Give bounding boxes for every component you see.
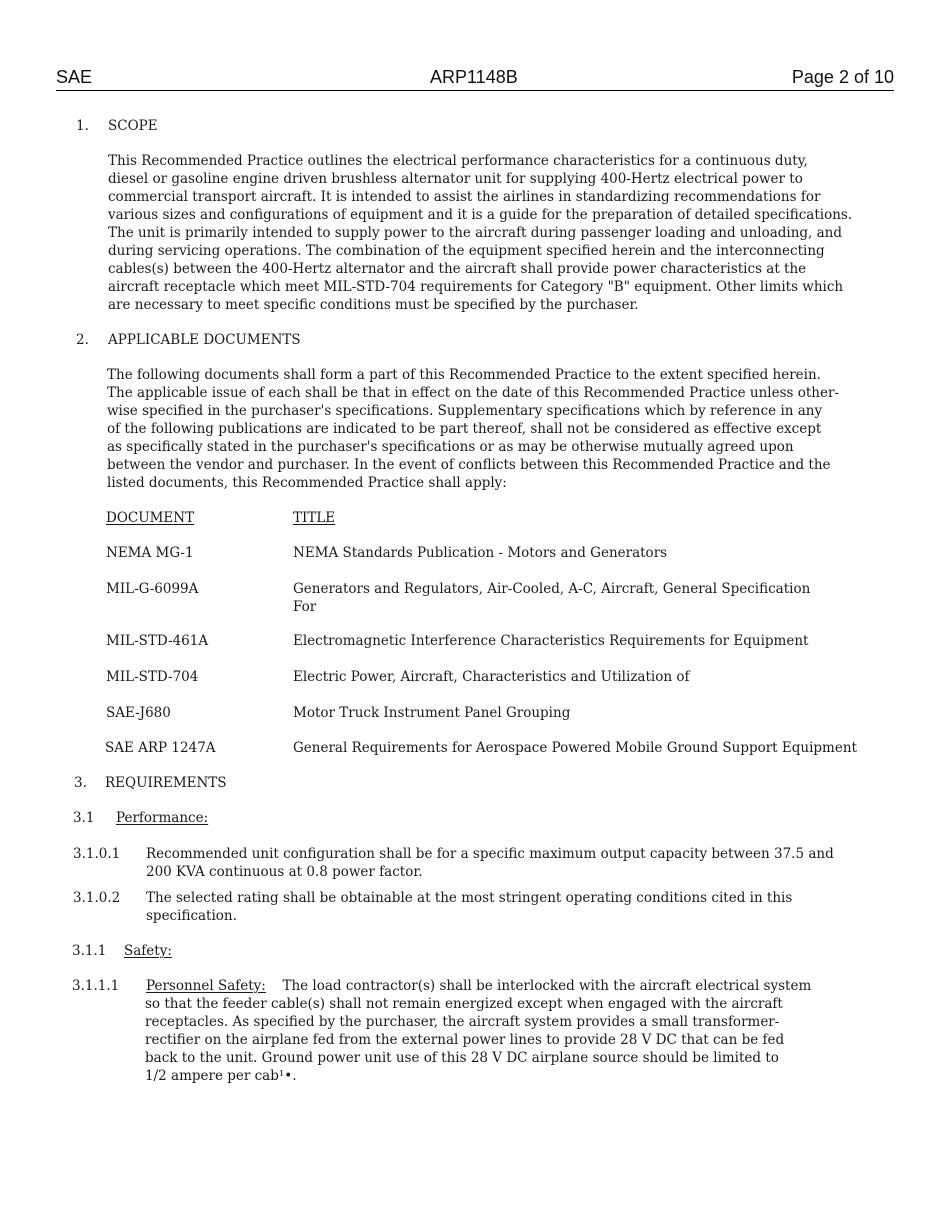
paragraph-line: back to the unit. Ground power unit use of this 28 V DC airplane source should be limited to (145, 1050, 779, 1066)
section-3-1-number: 3.1 (73, 810, 95, 826)
section-2-number: 2. (76, 332, 89, 348)
section-3-number: 3. (74, 775, 87, 791)
table-cell-document: SAE ARP 1247A (105, 740, 216, 756)
table-cell-title: NEMA Standards Publication - Motors and Generators (293, 545, 668, 561)
scope-paragraph (108, 152, 852, 314)
item-3-1-0-2-text (146, 889, 792, 925)
section-3-title: REQUIREMENTS (105, 775, 227, 791)
item-3-1-0-1-number: 3.1.0.1 (73, 846, 121, 862)
applicable-documents-paragraph (107, 366, 839, 492)
section-2-title: APPLICABLE DOCUMENTS (108, 332, 301, 348)
paragraph-line: 1/2 ampere per cab¹•. (145, 1068, 297, 1084)
item-3-1-0-2-number: 3.1.0.2 (73, 890, 121, 906)
item-3-1-1-1-number: 3.1.1.1 (72, 978, 120, 994)
section-3-1-1-number: 3.1.1 (72, 943, 107, 959)
table-cell-document: MIL-G-6099A (106, 581, 199, 597)
paragraph-line: Recommended unit configuration shall be for a specific maximum output capacity between 37.5 and (146, 846, 834, 862)
table-cell-document: SAE-J680 (106, 705, 171, 721)
table-cell-document: NEMA MG-1 (106, 545, 194, 561)
header-org: SAE (56, 67, 93, 87)
paragraph-line: receptacles. As specified by the purchaser, the aircraft system provides a small transformer- (145, 1014, 780, 1030)
paragraph-line: commercial transport aircraft. It is intended to assist the airlines in standardizing recommendations for (108, 189, 821, 205)
paragraph-line: The load contractor(s) shall be interlocked with the aircraft electrical system (282, 978, 812, 994)
column-header-title: TITLE (293, 510, 336, 526)
section-1-number: 1. (76, 118, 89, 134)
table-cell-title: General Requirements for Aerospace Powered Mobile Ground Support Equipment (293, 740, 857, 756)
section-1-title: SCOPE (108, 118, 158, 134)
paragraph-line: so that the feeder cable(s) shall not remain energized except when engaged with the aircraft (145, 996, 783, 1012)
paragraph-line: aircraft receptacle which meet MIL-STD-704 requirements for Category "B" equipment. Other limits which (108, 279, 844, 295)
paragraph-line: various sizes and configurations of equipment and it is a guide for the preparation of detailed specifications. (108, 207, 853, 223)
paragraph-line: The selected rating shall be obtainable at the most stringent operating conditions cited in this (146, 890, 793, 906)
table-cell-document: MIL-STD-461A (106, 633, 209, 649)
paragraph-line: of the following publications are indicated to be part thereof, shall not be considered as effective except (107, 421, 822, 437)
paragraph-line: 200 KVA continuous at 0.8 power factor. (146, 864, 423, 880)
paragraph-line: rectifier on the airplane fed from the external power lines to provide 28 V DC that can be fed (145, 1032, 785, 1048)
personnel-safety-heading: Personnel Safety: (146, 978, 266, 994)
paragraph-line: The following documents shall form a part of this Recommended Practice to the extent specified herein. (107, 367, 821, 383)
paragraph-line: as specifically stated in the purchaser's specifications or as may be otherwise mutually agreed upon (107, 439, 794, 455)
paragraph-line: The unit is primarily intended to supply power to the aircraft during passenger loading and unloading, and (108, 225, 843, 241)
item-3-1-1-1-first-line (146, 977, 811, 995)
item-3-1-0-1-text (146, 845, 834, 881)
paragraph-line: between the vendor and purchaser. In the event of conflicts between this Recommended Practice and the (107, 457, 831, 473)
table-cell-title-continuation: For (293, 599, 317, 615)
paragraph-line: during servicing operations. The combination of the equipment specified herein and the interconnecting (108, 243, 825, 259)
header-page-number: Page 2 of 10 (791, 67, 894, 87)
column-header-document: DOCUMENT (106, 510, 195, 526)
table-cell-title: Electric Power, Aircraft, Characteristics and Utilization of (293, 669, 690, 685)
page-header (56, 66, 894, 91)
table-cell-title: Electromagnetic Interference Characteristics Requirements for Equipment (293, 633, 809, 649)
header-doc-id: ARP1148B (430, 67, 518, 87)
table-cell-title: Motor Truck Instrument Panel Grouping (293, 705, 571, 721)
paragraph-line: specification. (146, 908, 237, 924)
section-3-1-title: Performance: (116, 810, 209, 826)
paragraph-line: The applicable issue of each shall be that in effect on the date of this Recommended Practice unless other- (107, 385, 839, 401)
item-3-1-1-1-text (145, 995, 784, 1085)
table-cell-title: Generators and Regulators, Air-Cooled, A-C, Aircraft, General Specification (293, 581, 811, 597)
paragraph-line: listed documents, this Recommended Practice shall apply: (107, 475, 507, 491)
paragraph-line: diesel or gasoline engine driven brushless alternator unit for supplying 400-Hertz electrical power to (108, 171, 803, 187)
paragraph-line: This Recommended Practice outlines the electrical performance characteristics for a continuous duty, (108, 153, 808, 169)
table-cell-document: MIL-STD-704 (106, 669, 199, 685)
paragraph-line: wise specified in the purchaser's specifications. Supplementary specifications which by reference in any (107, 403, 823, 419)
paragraph-line: cables(s) between the 400-Hertz alternator and the aircraft shall provide power characteristics at the (108, 261, 807, 277)
paragraph-line: are necessary to meet specific conditions must be specified by the purchaser. (108, 297, 639, 313)
section-3-1-1-title: Safety: (124, 943, 172, 959)
